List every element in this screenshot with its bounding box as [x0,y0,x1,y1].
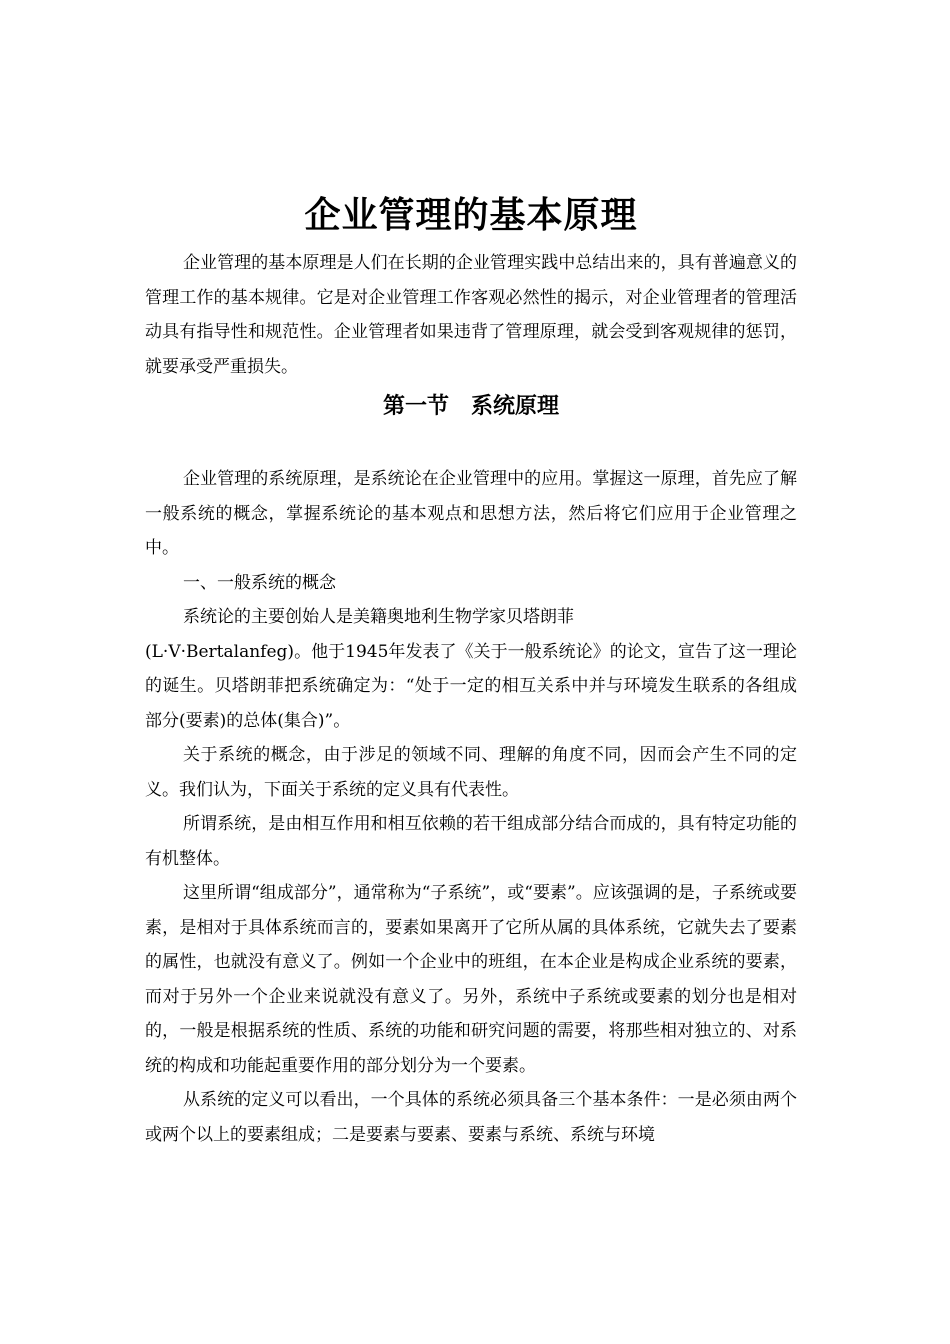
section-paragraph-2-line-1: 系统论的主要创始人是美籍奥地利生物学家贝塔朗菲 [183,607,574,627]
section-paragraph-4: 所谓系统，是由相互作用和相互依赖的若干组成部分结合而成的，具有特定功能的有机整体。 [145,814,797,869]
section-heading: 第一节 系统原理 [382,393,559,419]
section-paragraph-5: 这里所谓“组成部分”，通常称为“子系统”，或“要素”。应该强调的是，子系统或要素，是相对于具体系统而言的，要素如果离开了它所从属的具体系统，它就失去了要素的属性，也就没有意义了。例如一个企业中的班组，在本企业是构成企业系统的要素，而对于另外一个企业来说就没有意义了。另外，系统中子系统或要素的划分也是相对的，一般是根据系统的性质、系统的功能和研究问题的需要，将那些相对独立的、对系统的构成和功能起重要作用的部分划分为一个要素。 [145,883,797,1076]
document-page [145,188,797,1152]
section-paragraph-2-rest: (L·V·Bertalanfeg)。他于1945年发表了《关于一般系统论》的论文，宣告了这一理论的诞生。贝塔朗菲把系统确定为：“处于一定的相互关系中并与环境发生联系的各组成部分(要素)的总体(集合)”。 [145,641,797,731]
section-paragraph-3: 关于系统的概念，由于涉足的领域不同、理解的角度不同，因而会产生不同的定义。我们认为，下面关于系统的定义具有代表性。 [145,745,797,800]
section-paragraph-6: 从系统的定义可以看出，一个具体的系统必须具备三个基本条件：一是必须由两个或两个以上的要素组成；二是要素与要素、要素与系统、系统与环境 [145,1090,797,1145]
subheading-general-system: 一、一般系统的概念 [183,572,336,593]
intro-paragraph: 企业管理的基本原理是人们在长期的企业管理实践中总结出来的，具有普遍意义的管理工作的基本规律。它是对企业管理工作客观必然性的揭示，对企业管理者的管理活动具有指导性和规范性。企业管理者如果违背了管理原理，就会受到客观规律的惩罚，就要承受严重损失。 [145,253,797,377]
section-paragraph-1: 企业管理的系统原理，是系统论在企业管理中的应用。掌握这一原理，首先应了解一般系统的概念，掌握系统论的基本观点和思想方法，然后将它们应用于企业管理之中。 [145,469,797,558]
document-title: 企业管理的基本原理 [304,194,638,236]
